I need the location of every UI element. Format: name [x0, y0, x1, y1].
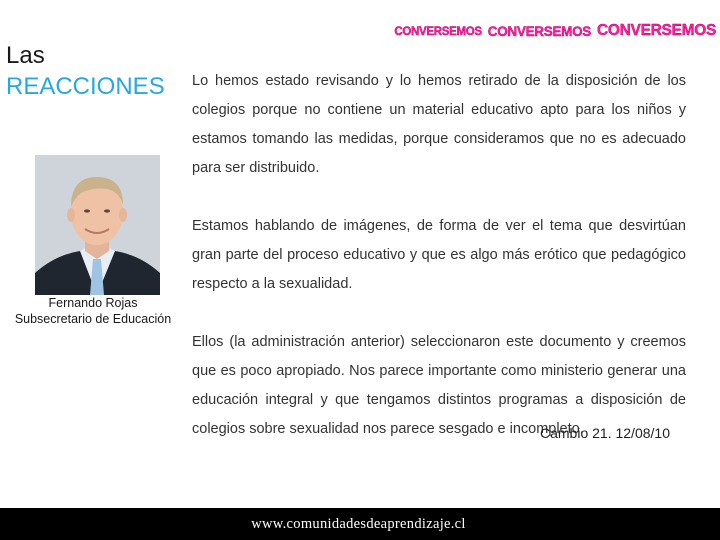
brand-word: CONVERSEMOS [487, 23, 591, 39]
brand-header [394, 14, 716, 38]
brand-word: CONVERSEMOS [394, 25, 482, 38]
footer-url[interactable]: www.comunidadesdeaprendizaje.cl [251, 515, 466, 532]
title-line-1: Las [6, 42, 45, 69]
quote-paragraph: Ellos (la administración anterior) seleccionaron este documento y creemos que es poco apropiado. Nos parece importante como ministerio generar una educación integral y que tengamos distintos programas a disposición de colegios sobre sexualidad nos parece sesgado e incompleto. [192, 334, 686, 437]
quote-paragraph: Estamos hablando de imágenes, de forma de ver el tema que desvirtúan gran parte del proceso educativo y que es algo más erótico que pedagógico respecto a la sexualidad. [192, 218, 686, 292]
quote-text [192, 67, 686, 444]
footer-bar [0, 508, 720, 540]
portrait-photo [35, 155, 160, 295]
person-role: Subsecretario de Educación [14, 312, 172, 326]
title-line-2: REACCIONES [6, 73, 165, 100]
quote-paragraph: Lo hemos estado revisando y lo hemos retirado de la disposición de los colegios porque no contiene un material educativo apto para los niños y estamos tomando las medidas, porque consideramos que no es adecuado para ser distribuido. [192, 73, 686, 176]
slide-title [6, 40, 186, 102]
source-citation: Cambio 21. 12/08/10 [540, 425, 670, 441]
brand-word: CONVERSEMOS [597, 21, 716, 39]
person-name: Fernando Rojas [48, 296, 138, 310]
photo-caption [0, 295, 186, 327]
